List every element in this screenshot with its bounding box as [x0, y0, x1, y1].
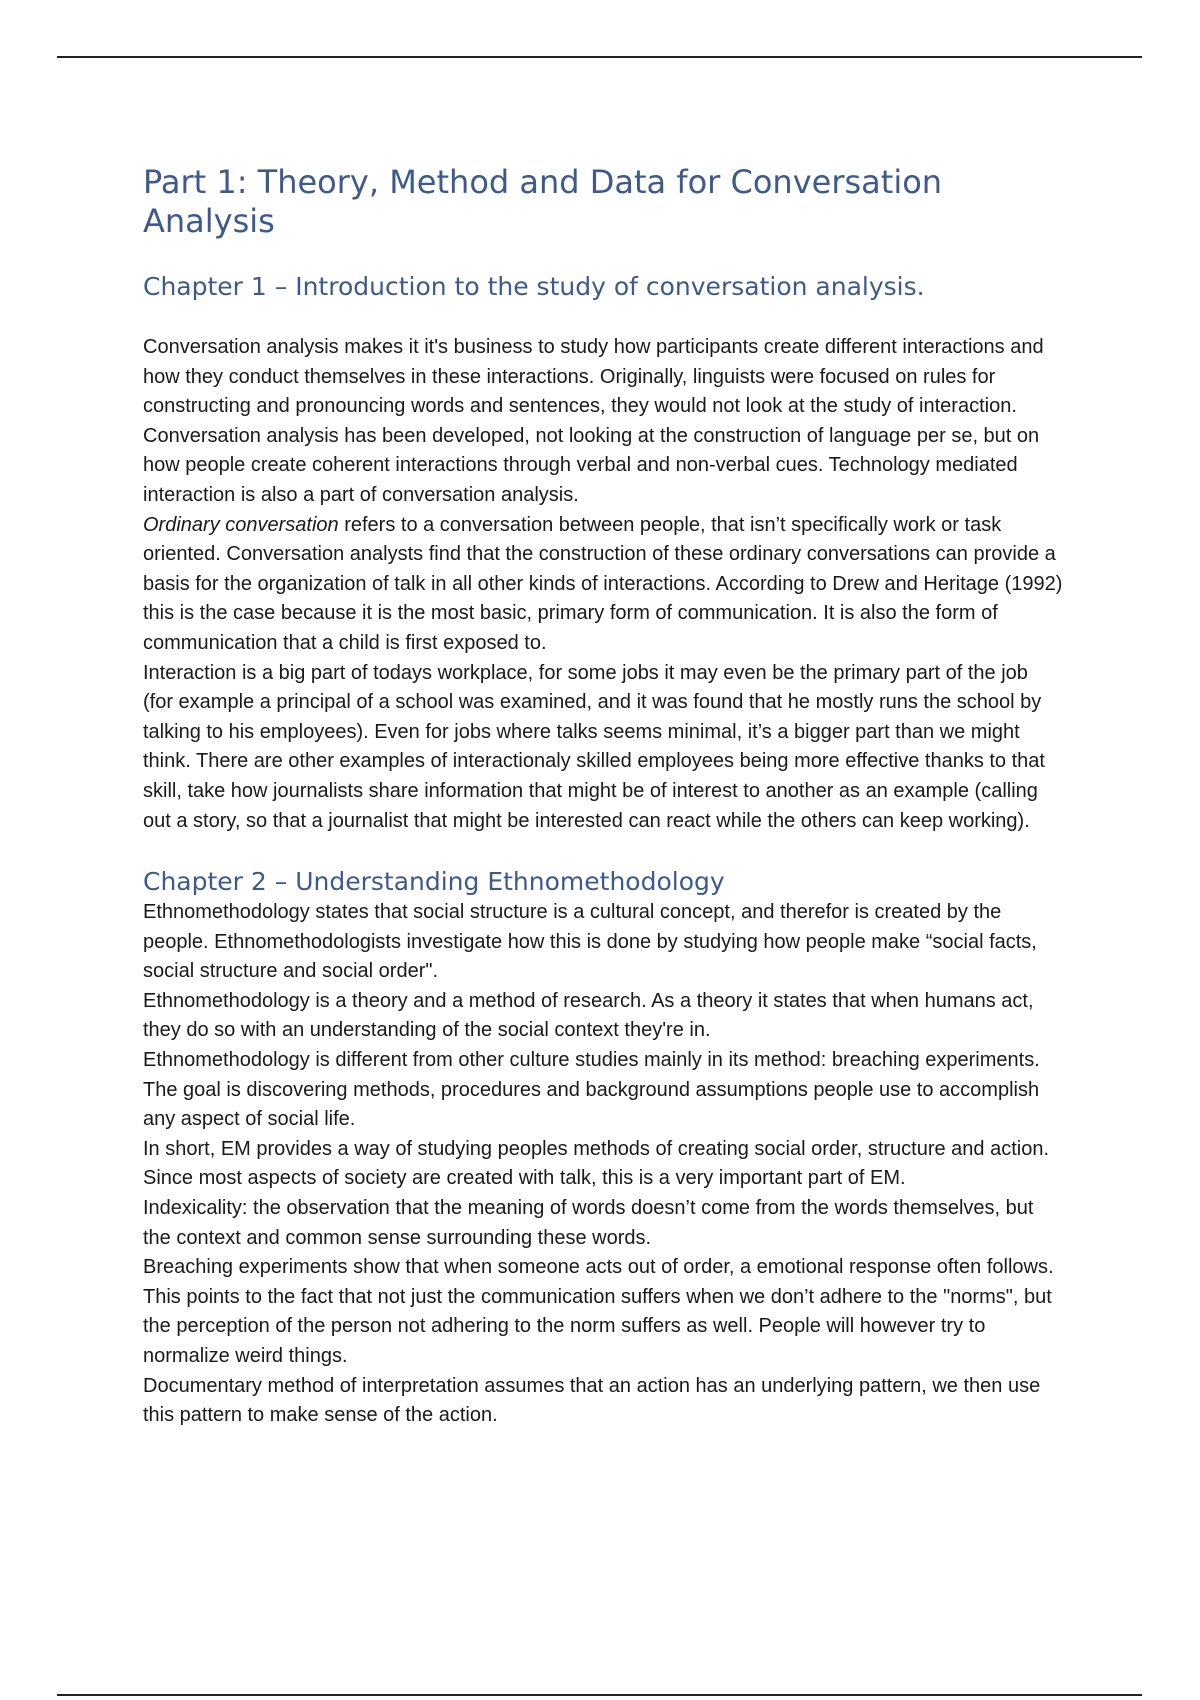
chapter-1-paragraph-1: Conversation analysis makes it it's business to study how participants create different interactions and how they conduct themselves in these interactions. Originally, linguists were focused on rules for constructing and pronouncing words and sentences, they would not look at the study of interaction. Conversation analysis has been developed, not looking at the construction of language per se, but on how people create coherent interactions through verbal and non-verbal cues. Technology mediated interaction is also a part of conversation analysis. [143, 336, 1044, 506]
chapter-1-paragraph-3: Interaction is a big part of todays workplace, for some jobs it may even be the primary part of the job (for example a principal of a school was examined, and it was found that he mostly runs the school by talking to his employees). Even for jobs where talks seems minimal, it’s a bigger part than we might think. There are other examples of interactionaly skilled employees being more effective thanks to that skill, take how journalists share information that might be of interest to another as an example (calling out a story, so that a journalist that might be interested can react while the others can keep working). [143, 661, 1045, 832]
part-title: Part 1: Theory, Method and Data for Conversation Analysis [143, 163, 943, 240]
chapter-2-body [143, 898, 1063, 1431]
chapter-1-paragraph-2 [143, 511, 1063, 659]
chapter-2-paragraph-4: In short, EM provides a way of studying peoples methods of creating social order, structure and action. Since most aspects of society are created with talk, this is a very important part of EM. [143, 1137, 1050, 1190]
top-rule [57, 56, 1142, 58]
chapter-2-paragraph-5: Indexicality: the observation that the meaning of words doesn’t come from the words themselves, but the context and common sense surrounding these words. [143, 1197, 1034, 1249]
chapter-2-paragraph-2: Ethnomethodology is a theory and a method of research. As a theory it states that when humans act, they do so with an understanding of the social context they're in. [143, 989, 1034, 1042]
chapter-1-heading: Chapter 1 – Introduction to the study of conversation analysis. [143, 272, 925, 301]
document-body [143, 163, 1063, 1431]
ordinary-conversation-term: Ordinary conversation [143, 513, 339, 536]
chapter-1-body [143, 333, 1063, 836]
chapter-2-paragraph-3: Ethnomethodology is different from other culture studies mainly in its method: breaching experiments. The goal is discovering methods, procedures and background assumptions people use to accomplish any aspect of social life. [143, 1049, 1040, 1131]
chapter-2-paragraph-7: Documentary method of interpretation assumes that an action has an underlying pattern, we then use this pattern to make sense of the action. [143, 1374, 1041, 1427]
bottom-rule [57, 1694, 1142, 1696]
chapter-2-paragraph-6: Breaching experiments show that when someone acts out of order, a emotional response often follows. This points to the fact that not just the communication suffers when we don’t adhere to the "norms", but the perception of the person not adhering to the norm suffers as well. People will however try to normalize weird things. [143, 1256, 1054, 1367]
chapter-2-heading: Chapter 2 – Understanding Ethnomethodology [143, 867, 725, 897]
chapter-1-paragraph-2-text: refers to a conversation between people, that isn’t specifically work or task oriented. Conversation analysts find that the construction of these ordinary conversations can provide a basis for the organization of talk in all other kinds of interactions. According to Drew and Heritage (1992) this is the case because it is the most basic, primary form of communication. It is also the form of communication that a child is first exposed to. [143, 513, 1063, 654]
chapter-2-paragraph-1: Ethnomethodology states that social structure is a cultural concept, and therefor is created by the people. Ethnomethodologists investigate how this is done by studying how people make “social facts, social structure and social order". [143, 901, 1037, 983]
